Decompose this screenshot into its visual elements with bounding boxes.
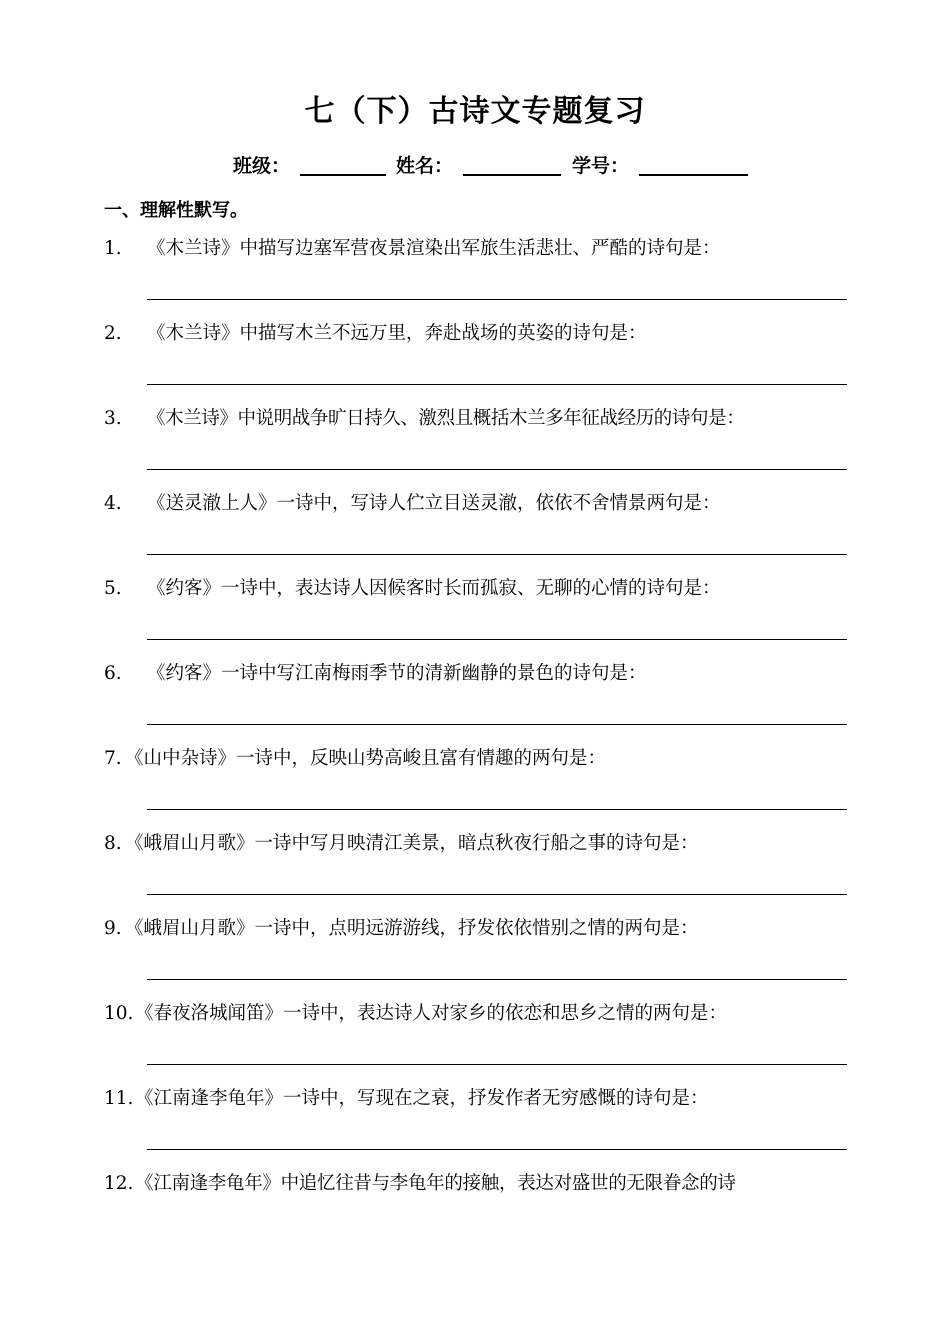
question-prompt: 《春夜洛城闻笛》一诗中，表达诗人对家乡的依恋和思乡之情的两句是： <box>135 1003 728 1024</box>
name-blank[interactable] <box>463 174 561 176</box>
question-number: 9. <box>104 918 122 939</box>
question-number: 11. <box>104 1088 134 1109</box>
answer-line[interactable] <box>147 1064 847 1065</box>
question-prompt: 《送灵澈上人》一诗中，写诗人伫立目送灵澈，依依不舍情景两句是： <box>147 493 721 514</box>
question-number: 2. <box>104 323 122 344</box>
question-prompt: 《约客》一诗中，表达诗人因候客时长而孤寂、无聊的心情的诗句是： <box>147 578 721 599</box>
question-text <box>104 407 744 431</box>
question-text <box>104 1002 727 1026</box>
question-text <box>104 492 721 516</box>
question-number: 7. <box>104 748 122 769</box>
question-prompt: 《木兰诗》中说明战争旷日持久、激烈且概括木兰多年征战经历的诗句是： <box>147 408 745 429</box>
question-number: 1. <box>104 238 122 259</box>
class-label: 班级： <box>233 155 291 177</box>
question-text <box>104 577 721 601</box>
question-prompt: 《江南逢李龟年》一诗中，写现在之衰，抒发作者无穷感慨的诗句是： <box>135 1088 709 1109</box>
question-number: 8. <box>104 833 122 854</box>
class-blank[interactable] <box>300 174 386 176</box>
question-text <box>104 1087 709 1111</box>
name-label: 姓名： <box>396 155 454 177</box>
question-number: 4. <box>104 493 122 514</box>
answer-line[interactable] <box>147 1149 847 1150</box>
answer-line[interactable] <box>147 554 847 555</box>
answer-line[interactable] <box>147 894 847 895</box>
question-number: 3. <box>104 408 122 429</box>
question-prompt: 《江南逢李龟年》中追忆往昔与李龟年的接触，表达对盛世的无限眷念的诗 <box>135 1173 736 1194</box>
page-title: 七（下）古诗文专题复习 <box>304 94 646 129</box>
question-number: 12. <box>104 1173 134 1194</box>
question-number: 10. <box>104 1003 134 1024</box>
student-info-row <box>0 149 950 179</box>
question-text <box>104 747 606 771</box>
answer-line[interactable] <box>147 469 847 470</box>
question-text <box>104 1172 736 1196</box>
section-title: 一、理解性默写。 <box>104 200 248 221</box>
answer-line[interactable] <box>147 724 847 725</box>
question-prompt: 《峨眉山月歌》一诗中，点明远游游线，抒发依依惜别之情的两句是： <box>125 918 699 939</box>
question-text <box>104 237 721 261</box>
question-number: 5. <box>104 578 122 599</box>
id-label: 学号： <box>572 155 630 177</box>
answer-line[interactable] <box>147 979 847 980</box>
id-blank[interactable] <box>639 174 748 176</box>
question-prompt: 《木兰诗》中描写木兰不远万里，奔赴战场的英姿的诗句是： <box>147 323 647 344</box>
question-number: 6. <box>104 663 122 684</box>
question-text <box>104 322 647 346</box>
answer-line[interactable] <box>147 809 847 810</box>
question-prompt: 《约客》一诗中写江南梅雨季节的清新幽静的景色的诗句是： <box>147 663 647 684</box>
answer-line[interactable] <box>147 299 847 300</box>
question-text <box>104 662 647 686</box>
question-text <box>104 832 699 856</box>
question-prompt: 《峨眉山月歌》一诗中写月映清江美景，暗点秋夜行船之事的诗句是： <box>125 833 699 854</box>
question-prompt: 《木兰诗》中描写边塞军营夜景渲染出军旅生活悲壮、严酷的诗句是： <box>147 238 721 259</box>
question-text <box>104 917 699 941</box>
answer-line[interactable] <box>147 639 847 640</box>
question-prompt: 《山中杂诗》一诗中，反映山势高峻且富有情趣的两句是： <box>125 748 607 769</box>
answer-line[interactable] <box>147 384 847 385</box>
